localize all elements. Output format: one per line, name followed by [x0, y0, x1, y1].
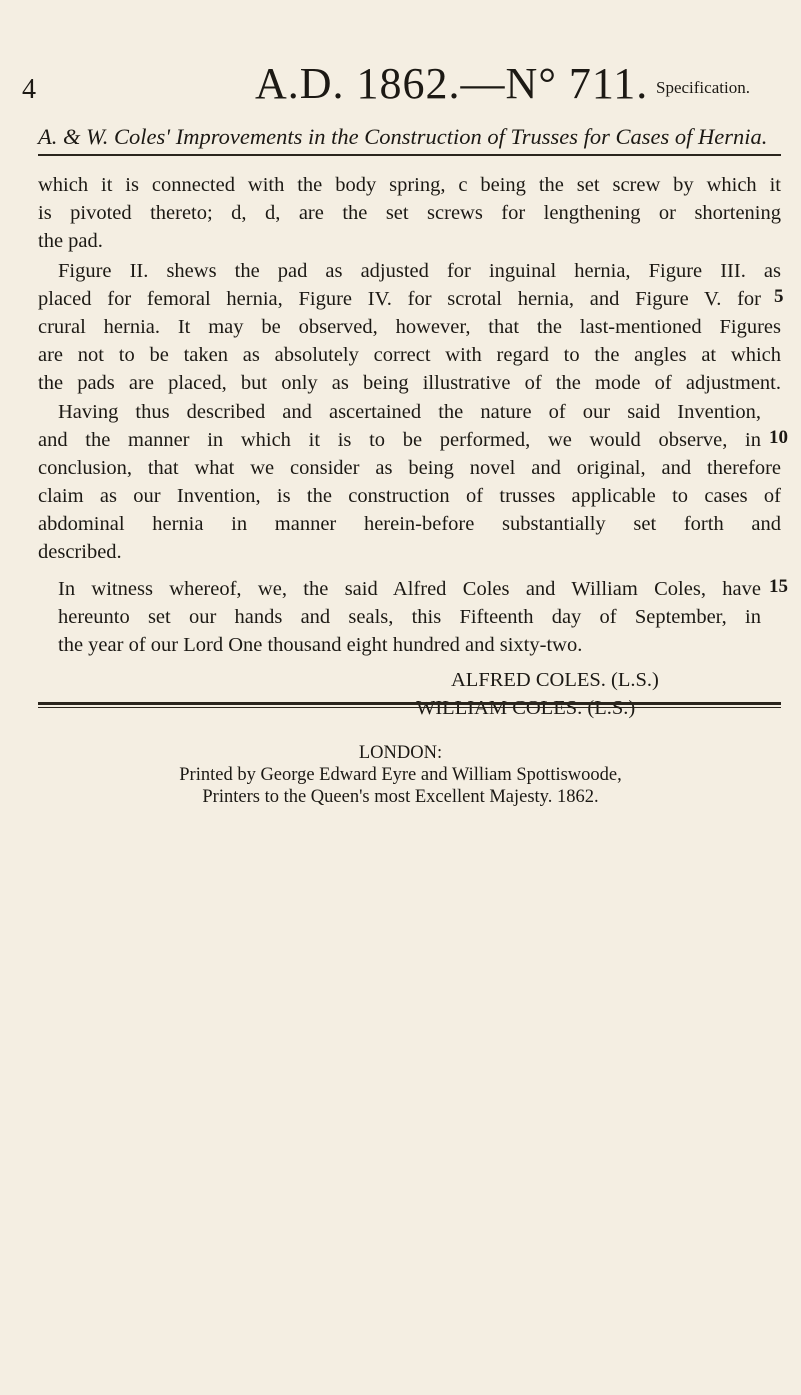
line-number: 15: [769, 576, 788, 597]
text-line: are not to be taken as absolutely correct with regard to the angles at which: [38, 344, 781, 366]
text-line: which it is connected with the body spring, c being the set screw by which it: [38, 174, 781, 196]
text-line: abdominal hernia in manner herein-before substantially set forth and: [38, 513, 781, 535]
text-line: hereunto set our hands and seals, this Fifteenth day of September, in: [58, 606, 761, 628]
printer-imprint: [0, 742, 801, 808]
text-line: and the manner in which it is to be performed, we would observe, in: [38, 429, 761, 451]
text-line: Having thus described and ascertained the nature of our said Invention,: [58, 401, 761, 423]
footer-rule-thin: [38, 707, 781, 708]
imprint-line: Printed by George Edward Eyre and William Spottiswoode,: [179, 765, 622, 785]
text-line: claim as our Invention, is the construction of trusses applicable to cases of: [38, 485, 781, 507]
text-line: is pivoted thereto; d, d, are the set screws for lengthening or shortening: [38, 202, 781, 224]
document-title: A.D. 1862.—N° 711.: [255, 59, 649, 108]
header-rule: [38, 154, 781, 156]
section-label: Specification.: [656, 78, 750, 97]
text-line: crural hernia. It may be observed, however, that the last-mentioned Figures: [38, 316, 781, 338]
text-line: Figure II. shews the pad as adjusted for inguinal hernia, Figure III. as: [58, 260, 781, 282]
text-line: In witness whereof, we, the said Alfred Coles and William Coles, have: [58, 578, 761, 600]
page-header: [0, 58, 801, 108]
running-subtitle: A. & W. Coles' Improvements in the Construction of Trusses for Cases of Hernia.: [38, 124, 768, 149]
text-line: placed for femoral hernia, Figure IV. for scrotal hernia, and Figure V. for: [38, 288, 761, 310]
imprint-city: LONDON:: [358, 743, 443, 763]
imprint-line: Printers to the Queen's most Excellent Majesty. 1862.: [202, 787, 599, 807]
text-line: the pad.: [38, 230, 103, 252]
text-line: described.: [38, 541, 122, 563]
text-line: conclusion, that what we consider as being novel and original, and therefore: [38, 457, 781, 479]
footer-rule: [38, 702, 781, 705]
line-number: 5: [774, 286, 784, 307]
text-line: the year of our Lord One thousand eight hundred and sixty-two.: [58, 634, 583, 656]
text-line: the pads are placed, but only as being illustrative of the mode of adjustment.: [38, 372, 781, 394]
page-number: 4: [22, 74, 36, 105]
line-number: 10: [769, 427, 788, 448]
signature: ALFRED COLES. (L.S.): [451, 669, 659, 691]
signature: WILLIAM COLES. (L.S.): [416, 697, 636, 719]
